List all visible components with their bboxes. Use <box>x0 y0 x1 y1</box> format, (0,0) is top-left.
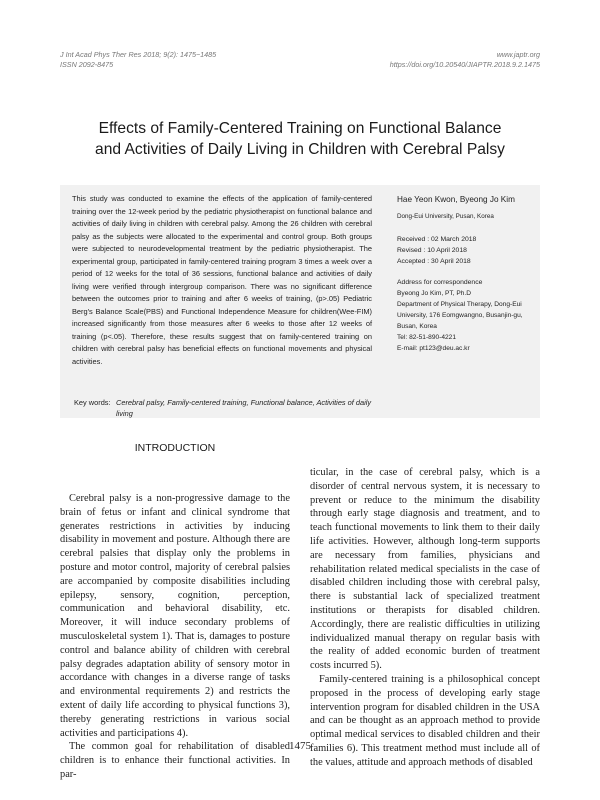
article-title-line-2: and Activities of Daily Living in Children with Cerebral Palsy <box>95 141 505 158</box>
received-date: Received : 02 March 2018 <box>397 236 477 243</box>
paragraph: Cerebral palsy is a non-progressive damage to the brain of fetus or infant and clinical syndrome that generates restrictions in activities by inducing disability in movement and posture. Although there are cerebral palsies that display only the problems in posture and motor control, majority of cerebral palsies are accompanied by composite disabilities including epilepsy, sensory, cognition, perception, communication and behavioral disability, etc. Moreover, it will induce secondary problems of musculoskeletal system 1). That is, damages to posture control and balance ability of children with cerebral palsy degrades adaptation ability of sensory motor in accordance with changes in a diverse range of tasks and environmental requirements 2) and restricts the extent of daily life according to physical functions 3), thereby generating restrictions in various social activities and participations 4). <box>60 493 290 739</box>
keywords-list: Cerebral palsy, Family-centered training, Functional balance, Activities of daily living <box>116 398 372 418</box>
doi-link[interactable]: https://doi.org/10.20540/JIAPTR.2018.9.2.1475 <box>389 60 540 69</box>
abstract-text: This study was conducted to examine the effects of the application of family-centered training over the 12-week period by the pediatric physiotherapist on functional balance and activities of daily living in children with cerebral palsy. Among the 26 children with cerebral palsy as the subjects were allocated to the experimental and control group. Both groups were subjected to neurodevelopmental treatment by the pediatric physiotherapist. The experimental group, participated in family-centered training program 3 times a week over a period of 12 weeks for the total of 36 sessions, functional balance and activities of daily living were verified through intergroup comparison. There was no significant difference between the outcomes prior to training and after 6 weeks of training, (p>.05) Pediatric Berg's Balance Scale(PBS) and Functional Independence Measure for children(Wee-FIM) increased significantly from those measures after 6 weeks to those after 12 weeks of training (p<.05). Therefore, these results suggest that on family-centered training on children with cerebral palsy has beneficial effects on functional movements and physical activities. <box>72 194 372 366</box>
article-title-line-1: Effects of Family-Centered Training on Functional Balance <box>98 120 502 137</box>
section-heading-introduction: INTRODUCTION <box>134 442 216 454</box>
issn: ISSN 2092-8475 <box>60 60 114 69</box>
paragraph: The common goal for rehabilitation of disabled children is to enhance their functional activities. In par- <box>60 741 290 780</box>
body-column-left <box>60 492 290 782</box>
paragraph: ticular, in the case of cerebral palsy, which is a disorder of central nervous system, it is necessary to prevent or reduce to the minimum the disability through early stage diagnosis and treatment, and to teach functional movements to link them to their daily life activities. However, although long-term supports are necessary from families, physicians and rehabilitation related medical specialists in the case of disabled children including those with cerebral palsy, there is substantial lack of specialized treatment institutions or therapists for disabled children. Accordingly, there are realistic difficulties in utilizing individualized manual therapy on regular basis with the reality of added economic burden of treatment costs incurred 5). <box>310 467 540 672</box>
revised-date: Revised : 10 April 2018 <box>397 247 467 254</box>
page-number: 1475 <box>289 740 311 752</box>
journal-website-link[interactable]: www.japtr.org <box>496 50 540 59</box>
correspondence-heading: Address for correspondence <box>397 279 483 286</box>
abstract-box <box>60 185 540 418</box>
correspondence-details: Byeong Jo Kim, PT, Ph.D Department of Physical Therapy, Dong-Eui University, 176 Eomgwangno, Busanjin-gu, Busan, Korea Tel: 82-51-890-4221 E-mail: pt123@deu.ac.kr <box>397 290 523 352</box>
journal-citation: J Int Acad Phys Ther Res 2018; 9(2): 1475~1485 <box>60 50 217 59</box>
keywords-label: Key words: <box>74 398 111 407</box>
article-title <box>40 118 560 160</box>
paragraph: Family-centered training is a philosophical concept proposed in the process of developing early stage intervention program for disabled children in the USA and can be thought as an approach method to provide optimal medical services to disabled children and their families 6). This treatment method must include all of the values, attitude and approach methods of disabled <box>310 673 540 768</box>
journal-header-right <box>390 50 540 70</box>
article-info <box>397 193 537 354</box>
body-column-right <box>310 466 540 770</box>
article-dates <box>397 234 537 267</box>
author-names: Hae Yeon Kwon, Byeong Jo Kim <box>397 195 515 204</box>
author-affiliation: Dong-Eui University, Pusan, Korea <box>397 213 494 220</box>
journal-header-left <box>60 50 216 70</box>
accepted-date: Accepted : 30 April 2018 <box>397 258 471 265</box>
